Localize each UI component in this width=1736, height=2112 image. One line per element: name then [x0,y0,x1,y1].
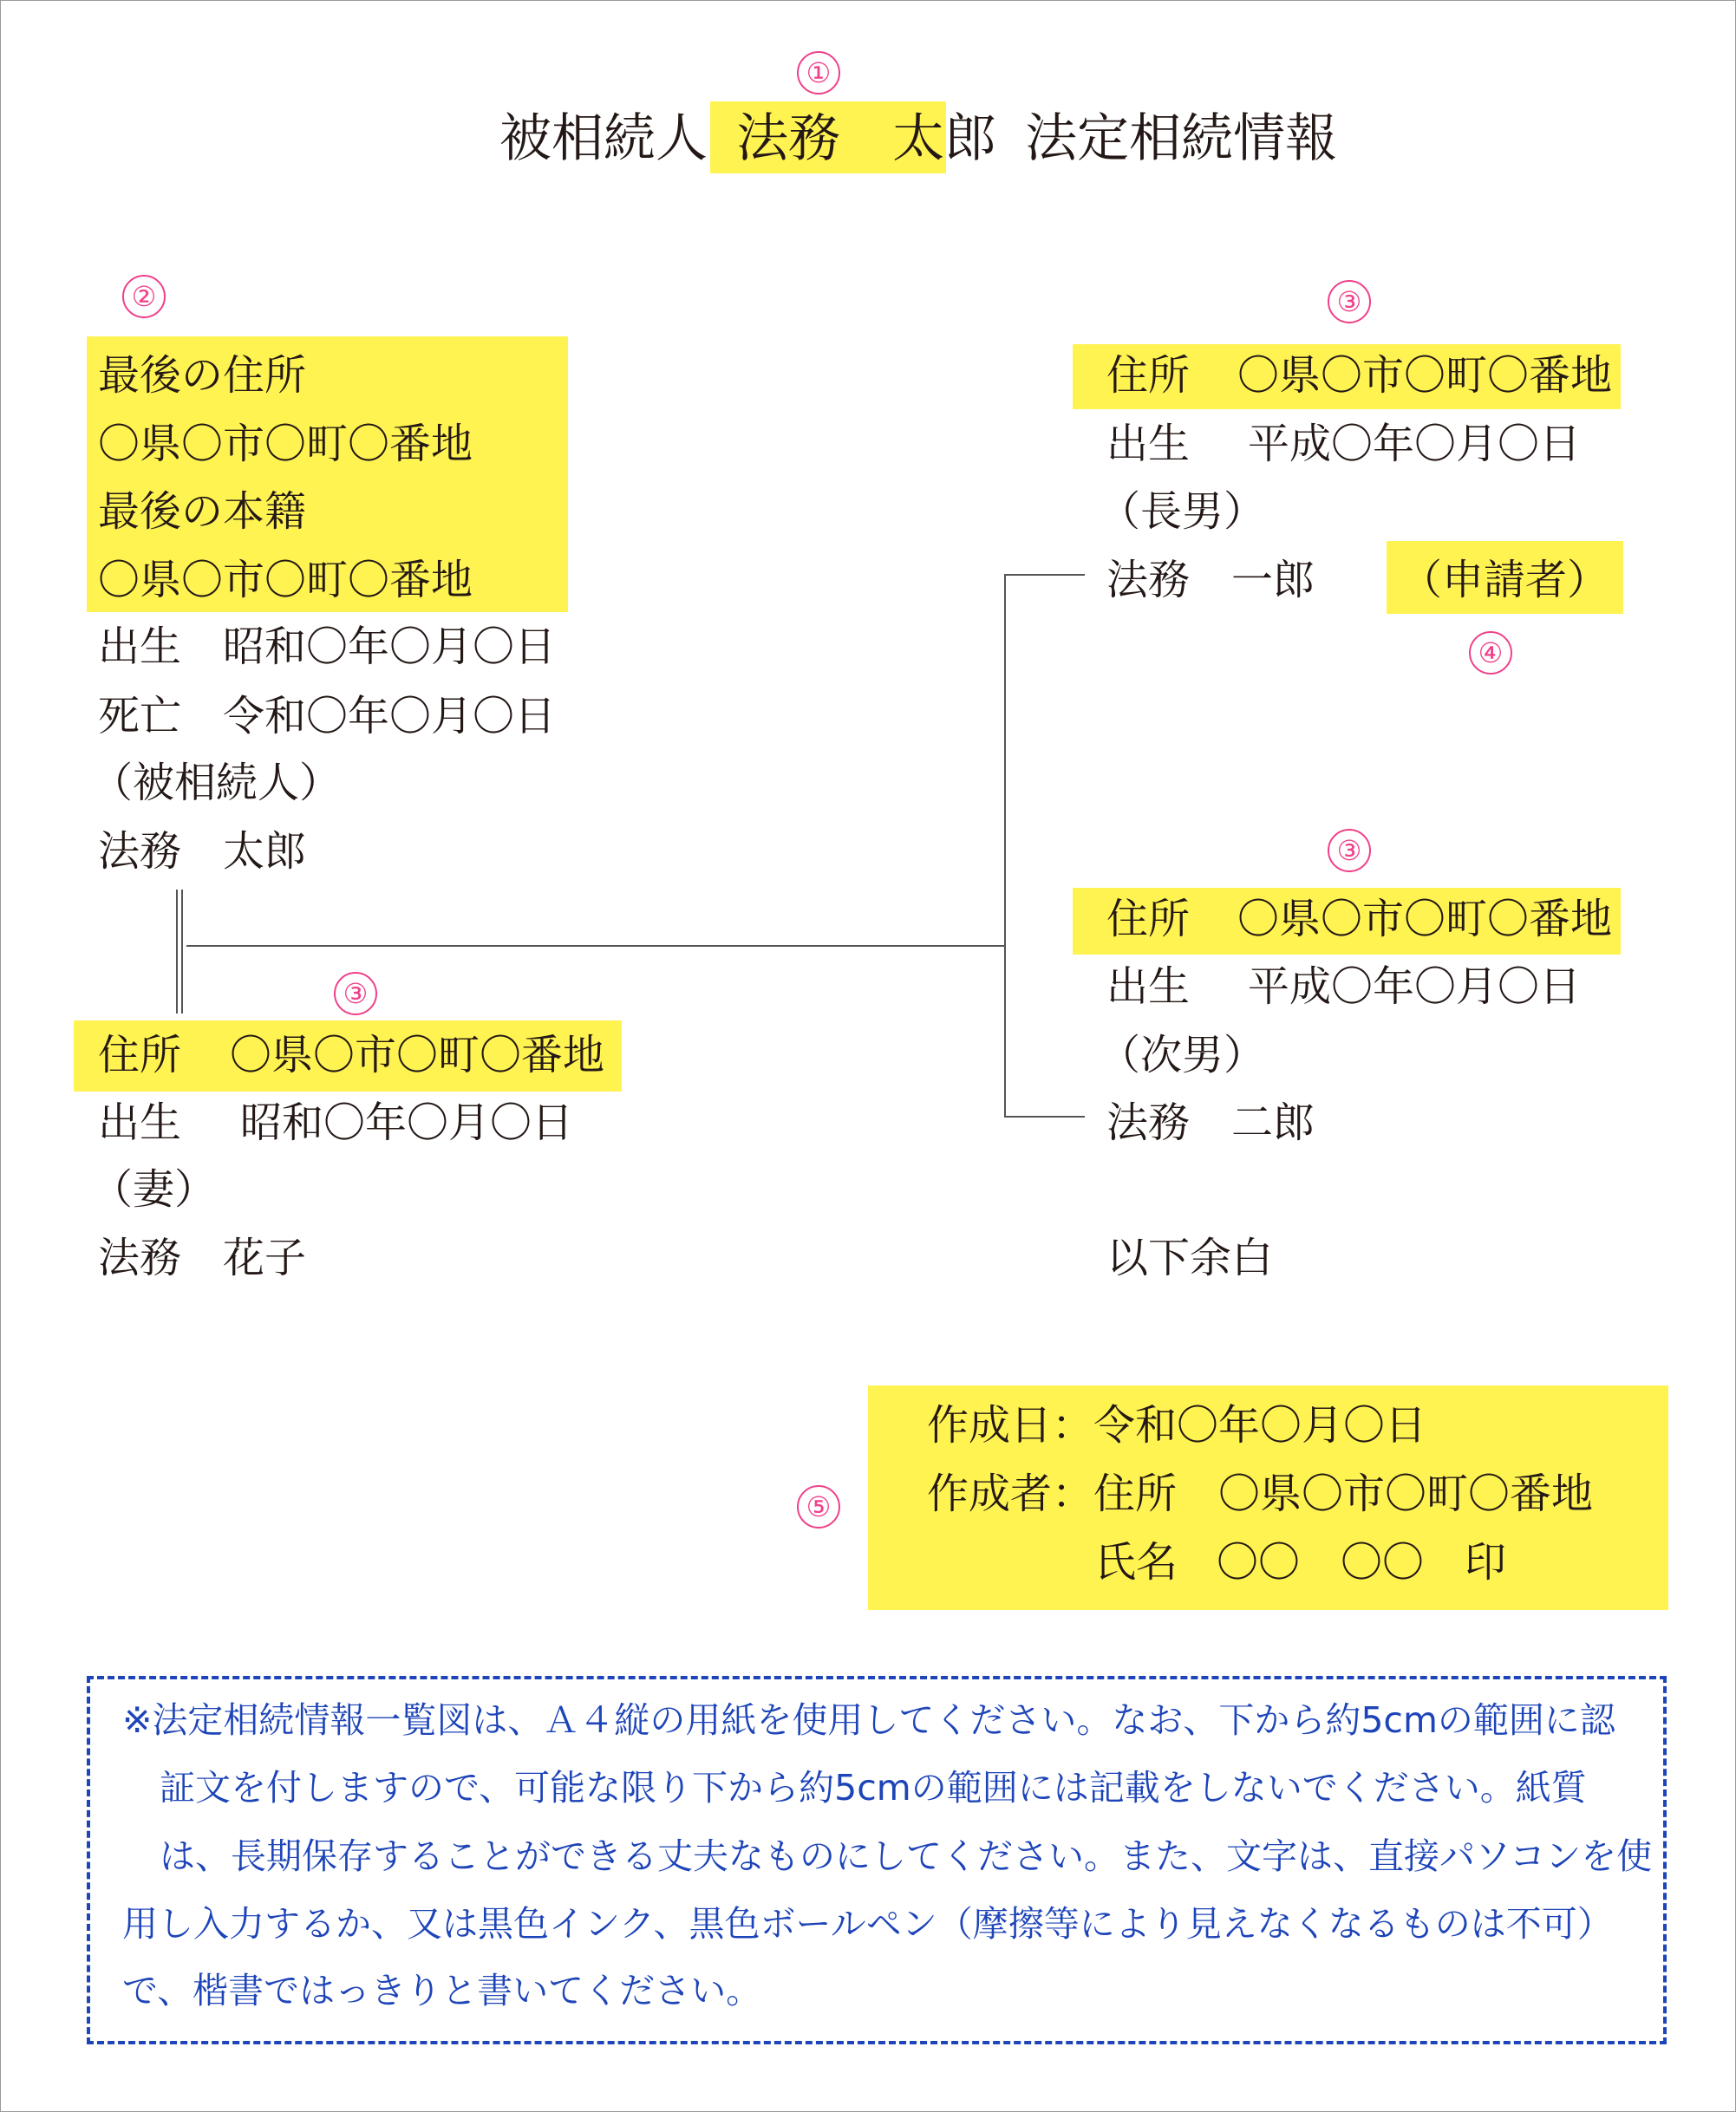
spouse-birth-label: 出生 [98,1098,182,1147]
decedent-birth: 出生 昭和〇年〇月〇日 [98,623,557,671]
marriage-line-left [176,890,178,1014]
marker-5: ⑤ [797,1485,840,1529]
child1-applicant: （申請者） [1400,556,1609,604]
creator-seal: 印 [1465,1538,1507,1587]
decedent-name: 法務 太郎 [98,827,307,876]
decedent-last-address: 〇県〇市〇町〇番地 [98,420,473,468]
marker-3-spouse: ③ [334,972,377,1015]
instruction-line-5: で、楷書ではっきりと書いてください。 [122,1970,762,2011]
children-line [1004,575,1006,1118]
child1-birth-label: 出生 [1106,420,1191,468]
marker-1: ① [797,51,840,95]
child1-address: 〇県〇市〇町〇番地 [1237,351,1613,400]
title-suffix: 法定相続情報 [1025,108,1338,169]
child1-address-label: 住所 [1106,351,1191,400]
marker-3-child1: ③ [1328,280,1371,323]
end-note: 以下余白 [1106,1234,1274,1282]
decedent-last-domicile-label: 最後の本籍 [98,487,307,536]
child2-address-label: 住所 [1106,895,1191,943]
marker-2: ② [122,275,166,318]
instruction-line-2: 証文を付しますので、可能な限り下から約5cmの範囲には記載をしないでください。紙質 [160,1767,1587,1809]
creator-address: 作成者：住所 〇県〇市〇町〇番地 [927,1470,1594,1518]
creator-name-label: 氏名 [1094,1538,1178,1587]
marriage-line-right [181,890,183,1014]
marker-4: ④ [1469,631,1512,675]
decedent-last-address-label: 最後の住所 [98,351,307,400]
decedent-last-domicile: 〇県〇市〇町〇番地 [98,556,473,604]
spouse-name: 法務 花子 [98,1234,307,1282]
decedent-death: 死亡 令和〇年〇月〇日 [98,692,557,740]
instruction-line-4: 用し入力するか、又は黒色インク、黒色ボールペン（摩擦等により見えなくなるものは不可） [122,1903,1613,1945]
child1-name: 法務 一郎 [1106,556,1315,604]
creator-surname: 〇〇 [1217,1538,1301,1587]
spouse-relation: （妻） [91,1165,217,1214]
decedent-relation: （被相続人） [91,759,342,807]
title-name: 法務 太郎 [736,108,997,169]
child2-relation: （次男） [1099,1031,1266,1079]
child1-birth: 平成〇年〇月〇日 [1248,420,1582,468]
instruction-line-1: ※法定相続情報一覧図は、Ａ４縦の用紙を使用してください。なお、下から約5cmの範囲に認 [122,1699,1615,1741]
page-title [499,108,1337,169]
child1-relation: （長男） [1099,487,1266,536]
title-prefix: 被相続人 [499,108,708,169]
creator-date: 作成日：令和〇年〇月〇日 [927,1401,1427,1450]
child1-branch [1004,574,1085,576]
spouse-birth: 昭和〇年〇月〇日 [240,1098,574,1147]
child2-address: 〇県〇市〇町〇番地 [1237,895,1613,943]
spouse-address: 〇県〇市〇町〇番地 [230,1031,605,1079]
child2-birth: 平成〇年〇月〇日 [1248,962,1582,1011]
child2-branch [1004,1116,1085,1118]
child2-birth-label: 出生 [1106,962,1191,1011]
creator-given-name: 〇〇 [1341,1538,1425,1587]
child2-name: 法務 二郎 [1106,1098,1315,1147]
family-line [186,945,1005,947]
marker-3-child2: ③ [1328,829,1371,872]
spouse-address-label: 住所 [98,1031,182,1079]
instruction-line-3: は、長期保存することができる丈夫なものにしてください。また、文字は、直接パソコンを使 [160,1835,1653,1877]
